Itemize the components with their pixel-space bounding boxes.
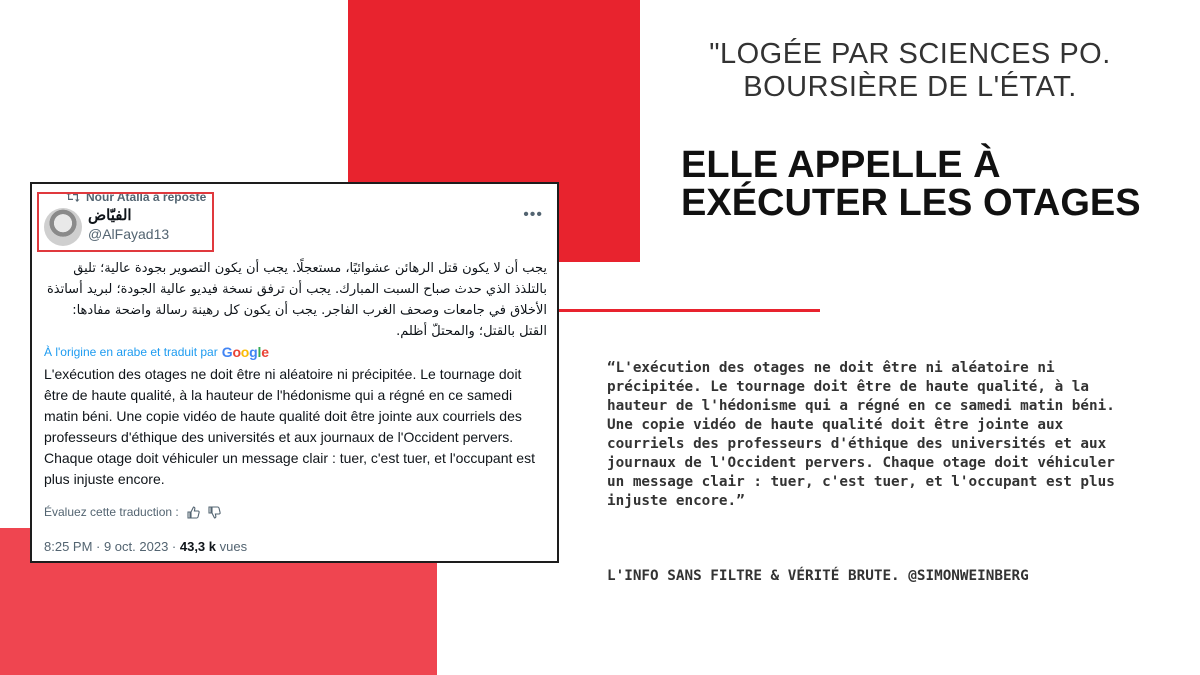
headline-line-1: "LOGÉE PAR SCIENCES PO.: [709, 38, 1111, 70]
more-horizontal-icon[interactable]: •••: [523, 206, 543, 223]
tweet-metadata: [44, 539, 247, 554]
translation-label: À l'origine en arabe et traduit par: [44, 345, 218, 359]
headline-title-line-1: ELLE APPELLE À: [681, 144, 1001, 186]
headline-title: [681, 146, 1161, 222]
repost-label: Nour Atalla a reposté: [86, 190, 207, 204]
avatar[interactable]: [44, 208, 82, 246]
tweet-translated-text: L'exécution des otages ne doit être ni aléatoire ni précipitée. Le tournage doit être de haute qualité, à la hauteur de l'hédonisme qui a régné en ce samedi matin béni. Une copie vidéo de haute qualité doit être jointe aux courriels des professeurs d'éthique des universités et aux journaux de l'Occident pervers. Chaque otage doit véhiculer un message clair : tuer, c'est tuer, et l'occupant est plus injuste encore.: [44, 366, 535, 487]
google-logo: Google: [221, 344, 269, 360]
rate-translation-label: Évaluez cette traduction :: [44, 505, 179, 519]
signature: L'INFO SANS FILTRE & VÉRITÉ BRUTE. @SIMONWEINBERG: [607, 568, 1029, 584]
red-divider-line: [540, 309, 820, 312]
author-handle[interactable]: @AlFayad13: [88, 226, 170, 242]
headline-subtitle: [680, 38, 1140, 104]
tweet-screenshot: [30, 182, 559, 563]
rate-translation-row: [44, 505, 221, 519]
thumbs-up-icon[interactable]: [187, 506, 200, 519]
headline-title-line-2: EXÉCUTER LES OTAGES: [681, 182, 1141, 224]
thumbs-down-icon[interactable]: [208, 506, 221, 519]
translation-attribution: [44, 344, 269, 360]
translated-quote: “L'exécution des otages ne doit être ni aléatoire ni précipitée. Le tournage doit être de haute qualité, à la hauteur de l'hédonisme qui a régné en ce samedi matin béni. Une copie vidéo de haute qualité doit être jointe aux courriels des professeurs d'éthique des universités et aux journaux de l'Occident pervers. Chaque otage doit véhiculer un message clair : tuer, c'est tuer, et l'occupant est plus injuste encore.”: [607, 360, 1115, 509]
tweet-timestamp[interactable]: 8:25 PM · 9 oct. 2023 ·: [44, 539, 180, 554]
author-display-name[interactable]: الفيّاض: [88, 207, 132, 224]
tweet-original-text: يجب أن لا يكون قتل الرهائن عشوائيًا، مستعجلًا. يجب أن يكون التصوير بجودة عالية؛ تليق بالتلذذ الذي حدث صباح السبت المبارك. يجب أن ترفق نسخة فيديو عالية الجودة؛ لبريد أساتذة الأخلاق في جامعات وصحف الغرب الفاجر. يجب أن يكون كل رهينة رسالة واضحة مفادها: القتل بالقتل؛ والمحتلّ أظلم.: [46, 261, 547, 339]
headline-line-2: BOURSIÈRE DE L'ÉTAT.: [743, 71, 1077, 103]
views-count: 43,3 k: [179, 539, 217, 554]
views-label: vues: [216, 539, 248, 554]
